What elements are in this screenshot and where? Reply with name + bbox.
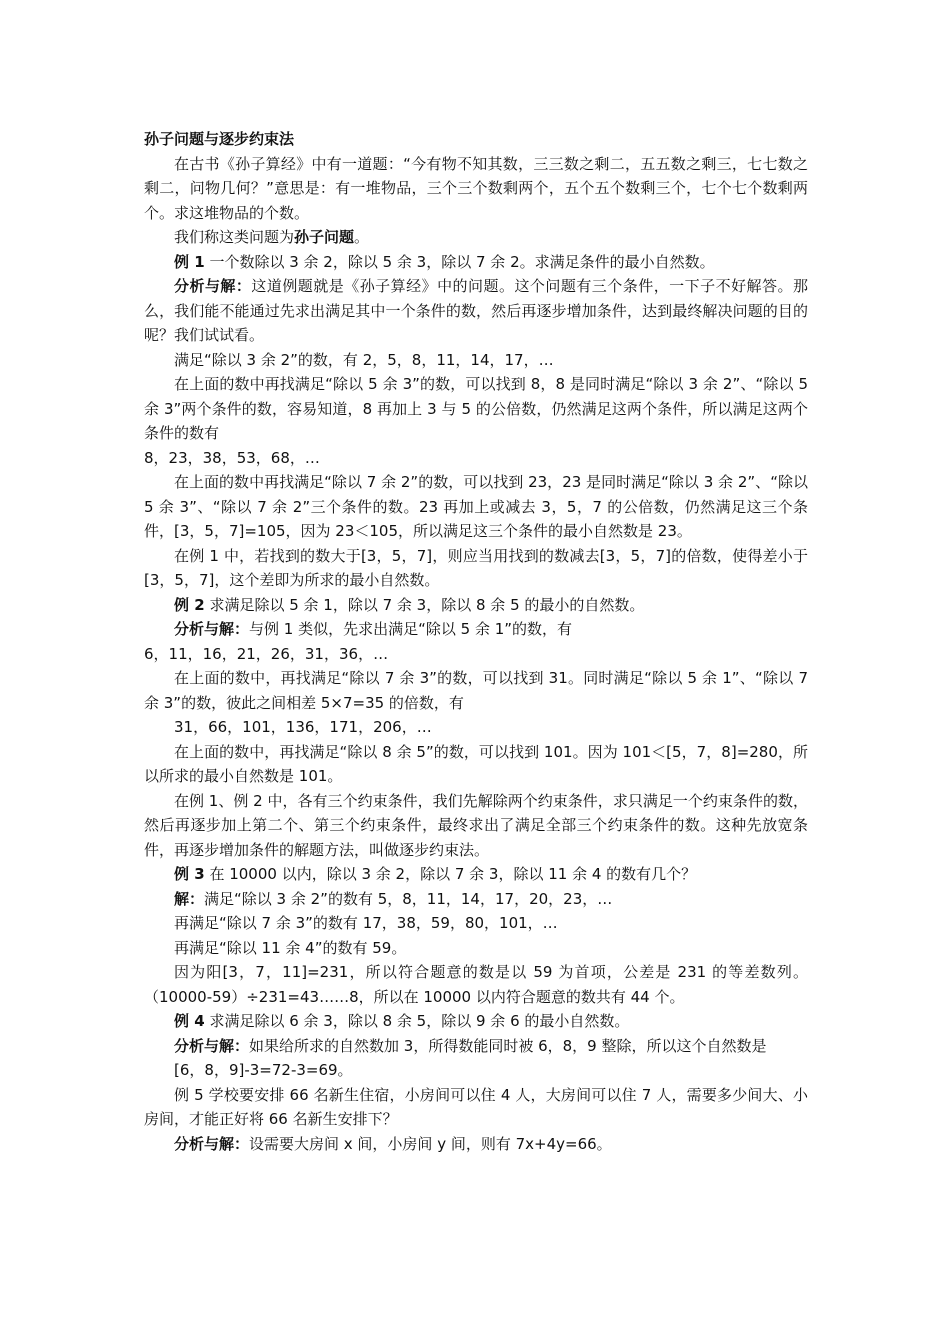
paragraph-intro: 在古书《孙子算经》中有一道题：“今有物不知其数，三三数之剩二，五五数之剩三，七七数之剩二，问物几何？”意思是：有一堆物品，三个三个数剩两个，五个五个数剩三个，七个七个数剩两个。求这堆物品的个数。	[144, 154, 808, 222]
analysis-1	[144, 274, 808, 348]
paragraph: 在例 1 中，若找到的数大于[3，5，7]，则应当用找到的数减去[3，5，7]的倍数，使得差小于[3，5，7]，这个差即为所求的最小自然数。	[144, 546, 808, 589]
number-sequence: 8，23，38，53，68，…	[144, 448, 320, 467]
analysis-label: 分析与解：	[174, 1036, 250, 1055]
example-1	[144, 250, 808, 275]
text: 我们称这类问题为	[174, 228, 295, 246]
analysis-text: 设需要大房间 x 间，小房间 y 间，则有 7x+4y=66。	[249, 1134, 612, 1153]
paragraph-method-summary: 在例 1、例 2 中，各有三个约束条件，我们先解除两个约束条件，求只满足一个约束条件的数，然后再逐步加上第二个、第三个约束条件，最终求出了满足全部三个约束条件的数。这种先放宽条件，再逐步增加条件的解题方法，叫做逐步约束法。	[144, 791, 808, 859]
analysis-5	[144, 1132, 808, 1157]
analysis-text: 满足“除以 3 余 2”的数有 5，8，11，14，17，20，23，…	[204, 889, 613, 908]
example-5: 例 5 学校要安排 66 名新生住宿，小房间可以住 4 人，大房间可以住 7 人，需要多少间大、小房间，才能正好将 66 名新生安排下？	[144, 1085, 808, 1128]
analysis-text: 如果给所求的自然数加 3，所得数能同时被 6，8，9 整除，所以这个自然数是	[249, 1036, 767, 1055]
paragraph: 再满足“除以 7 余 3”的数有 17，38，59，80，101，…	[174, 914, 558, 932]
paragraph: 在上面的数中再找满足“除以 5 余 3”的数，可以找到 8，8 是同时满足“除以 3 余 2”、“除以 5 余 3”两个条件的数，容易知道，8 再加上 3 与 5 的公倍数，仍然满足这两个条件，所以满足这两个条件的数有	[144, 375, 808, 442]
example-label: 例 1	[174, 252, 205, 271]
document-body	[144, 127, 808, 1156]
analysis-label: 分析与解：	[174, 1134, 250, 1153]
number-sequence: 6，11，16，21，26，31，36，…	[144, 644, 389, 663]
analysis-4	[144, 1034, 808, 1059]
example-2	[144, 593, 808, 618]
paragraph: 在上面的数中，再找满足“除以 7 余 3”的数，可以找到 31。同时满足“除以 5 余 1”、“除以 7 余 3”的数，彼此之间相差 5×7=35 的倍数，有	[144, 669, 808, 712]
document-title: 孙子问题与逐步约束法	[144, 130, 295, 148]
number-sequence: 31，66，101，136，171，206，…	[174, 718, 432, 736]
analysis-text: 这道例题就是《孙子算经》中的问题。这个问题有三个条件，一下子不好解答。那么，我们能不能通过先求出满足其中一个条件的数，然后再逐步增加条件，达到最终解决问题的目的呢？我们试试看。	[144, 277, 808, 344]
paragraph: 在上面的数中再找满足“除以 7 余 2”的数，可以找到 23，23 是同时满足“除以 3 余 2”、“除以 5 余 3”、“除以 7 余 2”三个条件的数。23 再加上或减去 3，5，7 的公倍数，仍然满足这三个条件，[3，5，7]=105，因为 23＜105，所以满足这三个条件的最小自然数是 23。	[144, 473, 808, 540]
analysis-label: 解：	[174, 889, 205, 908]
example-4	[144, 1009, 808, 1034]
text: 。	[354, 228, 370, 246]
example-label: 例 4	[174, 1012, 205, 1030]
analysis-2	[144, 617, 808, 642]
example-text: 求满足除以 6 余 3，除以 8 余 5，除以 9 余 6 的最小自然数。	[204, 1012, 630, 1030]
paragraph: 在上面的数中，再找满足“除以 8 余 5”的数，可以找到 101。因为 101＜[5，7，8]=280，所以所求的最小自然数是 101。	[144, 742, 808, 785]
example-3	[144, 862, 808, 887]
analysis-text: 与例 1 类似，先求出满足“除以 5 余 1”的数，有	[249, 620, 573, 638]
analysis-label: 分析与解：	[174, 277, 252, 295]
example-text: 求满足除以 5 余 1，除以 7 余 3，除以 8 余 5 的最小的自然数。	[204, 595, 645, 614]
analysis-3	[144, 887, 808, 912]
paragraph: 因为阳[3，7，11]=231，所以符合题意的数是以 59 为首项，公差是 231 的等差数列。（10000-59）÷231=43……8，所以在 10000 以内符合题意的数共有 44 个。	[144, 963, 808, 1006]
paragraph-definition	[144, 225, 808, 250]
example-label: 例 2	[174, 595, 205, 614]
paragraph: 再满足“除以 11 余 4”的数有 59。	[174, 938, 407, 957]
example-label: 例 3	[174, 865, 205, 883]
paragraph: [6，8，9]-3=72-3=69。	[174, 1061, 353, 1079]
example-text: 一个数除以 3 余 2，除以 5 余 3，除以 7 余 2。求满足条件的最小自然数。	[204, 252, 715, 271]
example-text: 在 10000 以内，除以 3 余 2，除以 7 余 3，除以 11 余 4 的数有几个？	[204, 865, 697, 883]
analysis-label: 分析与解：	[174, 620, 250, 638]
paragraph: 满足“除以 3 余 2”的数，有 2，5，8，11，14，17，…	[174, 350, 554, 369]
term-highlight: 孙子问题	[294, 228, 355, 246]
